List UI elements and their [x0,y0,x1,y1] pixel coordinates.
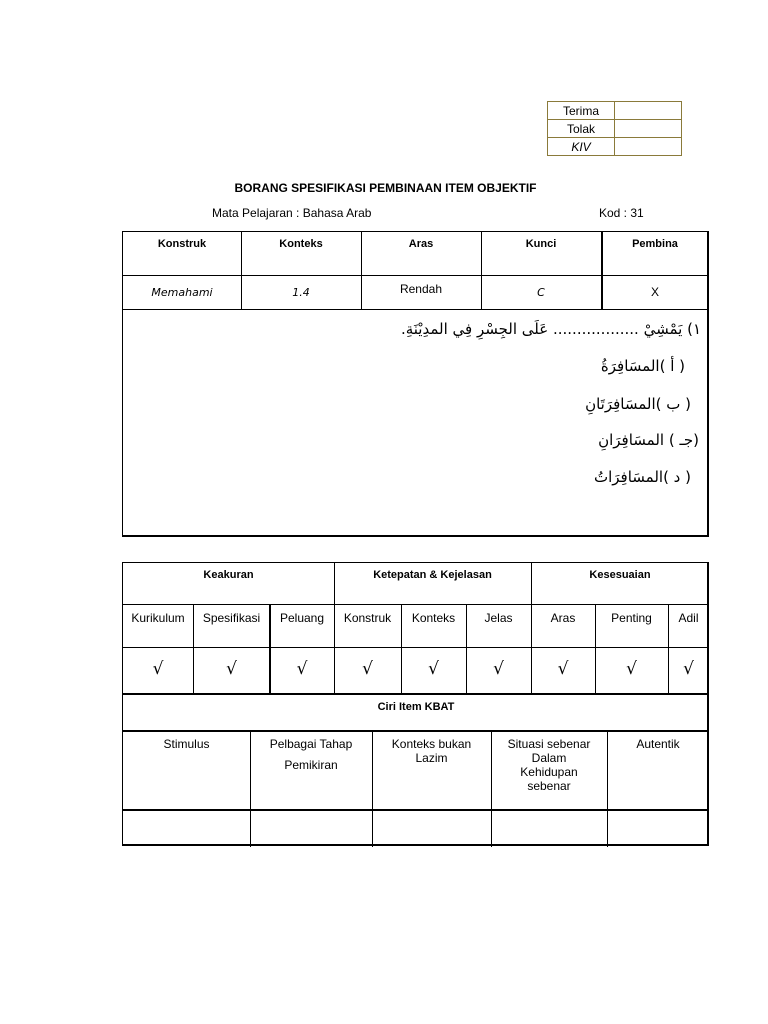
kbat-situasi-line1: Situasi sebenar [507,737,591,751]
kbat-situasi-line2: Dalam [531,751,567,765]
value-konstruk: Memahami [151,286,213,299]
kbat-konteks-line2: Lazim [415,751,448,765]
kbat-autentik: Autentik [636,737,680,751]
criterion-aras: Aras [550,611,576,625]
kbat-pelbagai-line2: Pemikiran [284,758,338,772]
kbat-title: Ciri Item KBAT [377,701,455,713]
kbat-answer-pelbagai[interactable] [250,811,372,845]
criterion-jelas: Jelas [484,611,513,625]
option-b[interactable]: ( ب )المسَافِرَتَانِ [585,395,691,413]
kbat-pelbagai-tahap [250,737,372,772]
criterion-konstruk: Konstruk [343,611,392,625]
status-tolak-label: Tolak [548,120,615,138]
kbat-pelbagai-line1: Pelbagai Tahap [269,737,353,751]
question-stem: ١) يَمْشِيْ .................. عَلَى الجِسْرِ فِي المدِيْنَةِ. [400,320,701,338]
status-tolak-box[interactable] [615,120,682,138]
value-aras: Rendah [399,282,443,296]
kbat-konteks-line1: Konteks bukan [391,737,472,751]
kbat-situasi-line3: Kehidupan [520,765,578,779]
tick-peluang[interactable]: √ [296,659,308,679]
criterion-kurikulum: Kurikulum [131,611,185,625]
group-ketepatan: Ketepatan & Kejelasan [373,569,492,581]
form-title: BORANG SPESIFIKASI PEMBINAAN ITEM OBJEKTIF [234,181,537,195]
group-kesesuaian: Kesesuaian [589,569,651,581]
tick-adil[interactable]: √ [683,659,694,679]
group-keakuran: Keakuran [203,569,254,581]
value-kunci: C [537,286,545,299]
option-c[interactable]: (جـ ) المسَافِرَانِ [598,431,699,449]
evaluation-table [122,562,709,846]
value-konteks: 1.4 [292,286,310,299]
kbat-answer-autentik[interactable] [607,811,709,845]
status-kiv-label: KIV [548,138,615,156]
header-kunci: Kunci [525,238,557,250]
kbat-answer-stimulus[interactable] [123,811,250,845]
kbat-konteks-bukan-lazim [372,737,491,765]
criterion-penting: Penting [611,611,652,625]
header-konstruk: Konstruk [157,238,207,250]
header-konteks: Konteks [279,238,323,250]
question-area [123,310,709,536]
value-pembina: X [650,285,659,299]
status-box [547,101,682,156]
kbat-answer-situasi[interactable] [491,811,607,845]
tick-konstruk[interactable]: √ [362,659,373,679]
tick-aras[interactable]: √ [557,659,569,679]
criterion-adil: Adil [678,611,699,625]
kbat-stimulus: Stimulus [163,737,210,751]
option-d[interactable]: ( د )المسَافِرَاتُ [593,468,691,486]
tick-kurikulum[interactable]: √ [152,659,164,679]
tick-konteks[interactable]: √ [428,659,439,679]
kbat-situasi-sebenar [491,737,607,793]
item-spec-table [122,231,709,537]
tick-jelas[interactable]: √ [493,659,504,679]
status-kiv-box[interactable] [615,138,682,156]
kbat-answer-konteks[interactable] [372,811,491,845]
status-terima-box[interactable] [615,102,682,120]
header-aras: Aras [408,238,434,250]
criterion-peluang: Peluang [279,611,325,625]
option-a[interactable]: ( أ )المسَافِرَةُ [600,357,685,375]
criterion-spesifikasi: Spesifikasi [202,611,261,625]
subject-label: Mata Pelajaran : Bahasa Arab [212,206,372,220]
header-pembina: Pembina [632,238,678,250]
status-terima-label: Terima [548,102,615,120]
kbat-situasi-line4: sebenar [527,779,571,793]
criterion-konteks: Konteks [411,611,456,625]
tick-spesifikasi[interactable]: √ [226,659,237,679]
tick-penting[interactable]: √ [626,659,637,679]
code-label: Kod : 31 [599,206,644,220]
